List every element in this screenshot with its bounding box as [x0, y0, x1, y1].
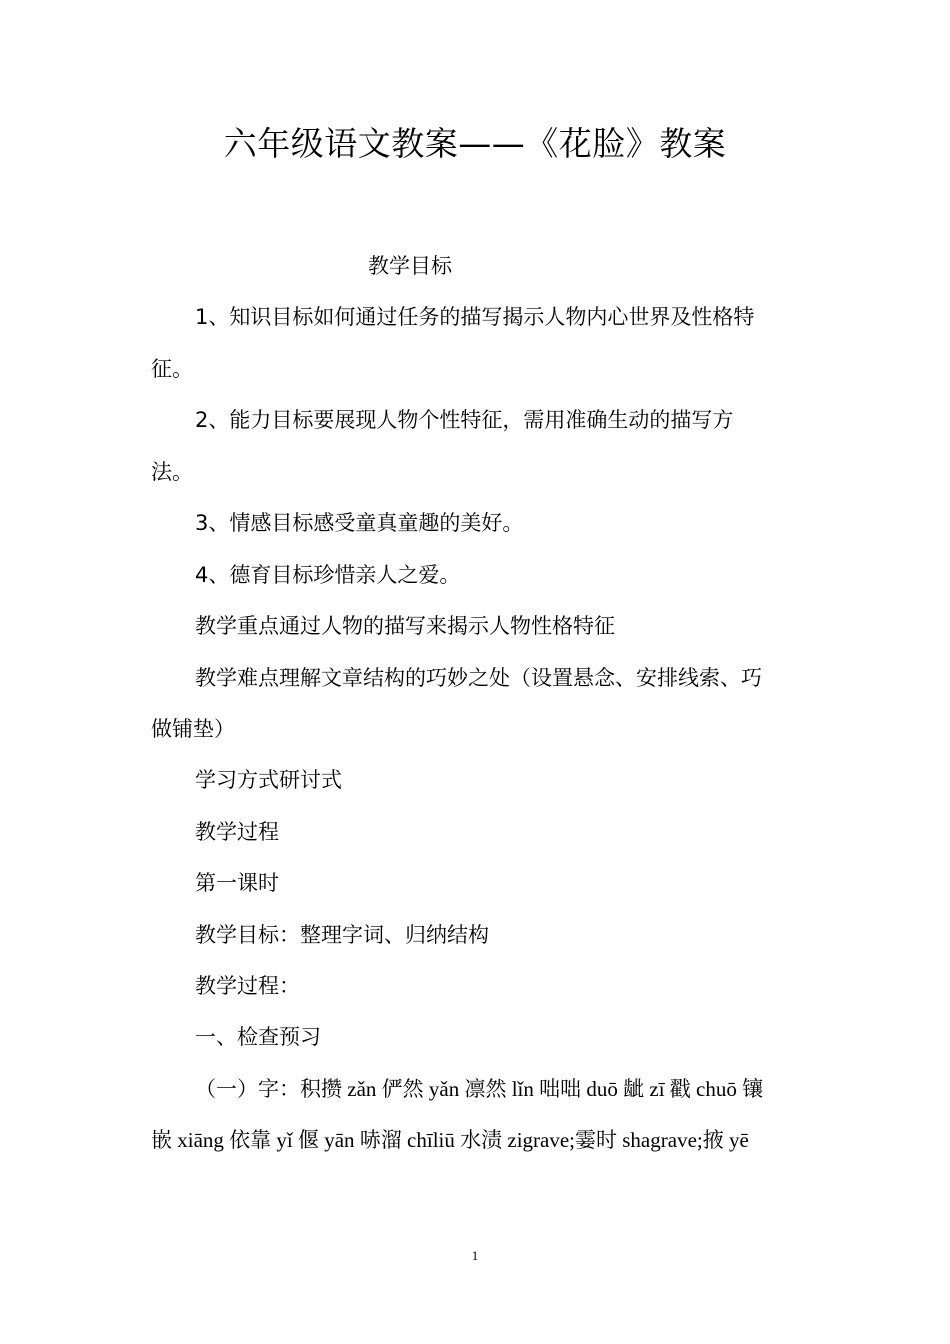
paragraph-learning-method: 学习方式研讨式	[195, 768, 342, 792]
paragraph-vocabulary-continued: 嵌 xiāng 依靠 yǐ 偃 yān 哧溜 chīliū 水渍 zigrave;霎时 shagrave;掖 yē	[151, 1128, 749, 1152]
paragraph-teaching-process: 教学过程	[195, 820, 279, 844]
paragraph-goal-1: 1、知识目标如何通过任务的描写揭示人物内心世界及性格特	[195, 305, 755, 329]
paragraph-goal-3: 3、情感目标感受童真童趣的美好。	[195, 511, 524, 535]
paragraph-first-lesson: 第一课时	[195, 871, 279, 895]
paragraph-key-points: 教学重点通过人物的描写来揭示人物性格特征	[195, 614, 615, 638]
paragraph-lesson-goals: 教学目标：整理字词、归纳结构	[195, 923, 489, 947]
paragraph-goal-1-continued: 征。	[151, 357, 193, 381]
section-heading-teaching-goals: 教学目标	[368, 254, 452, 278]
paragraph-difficulties-continued: 做铺垫）	[151, 717, 235, 741]
paragraph-goal-4: 4、德育目标珍惜亲人之爱。	[195, 563, 461, 587]
paragraph-vocabulary: （一）字：积攒 zǎn 俨然 yǎn 凛然 lǐn 咄咄 duō 龇 zī 戳 chuō 镶	[195, 1077, 764, 1101]
paragraph-check-preview: 一、检查预习	[195, 1025, 321, 1049]
page-number: 1	[471, 1248, 479, 1263]
paragraph-difficulties: 教学难点理解文章结构的巧妙之处（设置悬念、安排线索、巧	[195, 666, 762, 690]
paragraph-lesson-process: 教学过程：	[195, 974, 300, 998]
paragraph-goal-2-continued: 法。	[151, 460, 193, 484]
document-title: 六年级语文教案——《花脸》教案	[223, 124, 727, 163]
paragraph-goal-2: 2、能力目标要展现人物个性特征，需用准确生动的描写方	[195, 408, 734, 432]
